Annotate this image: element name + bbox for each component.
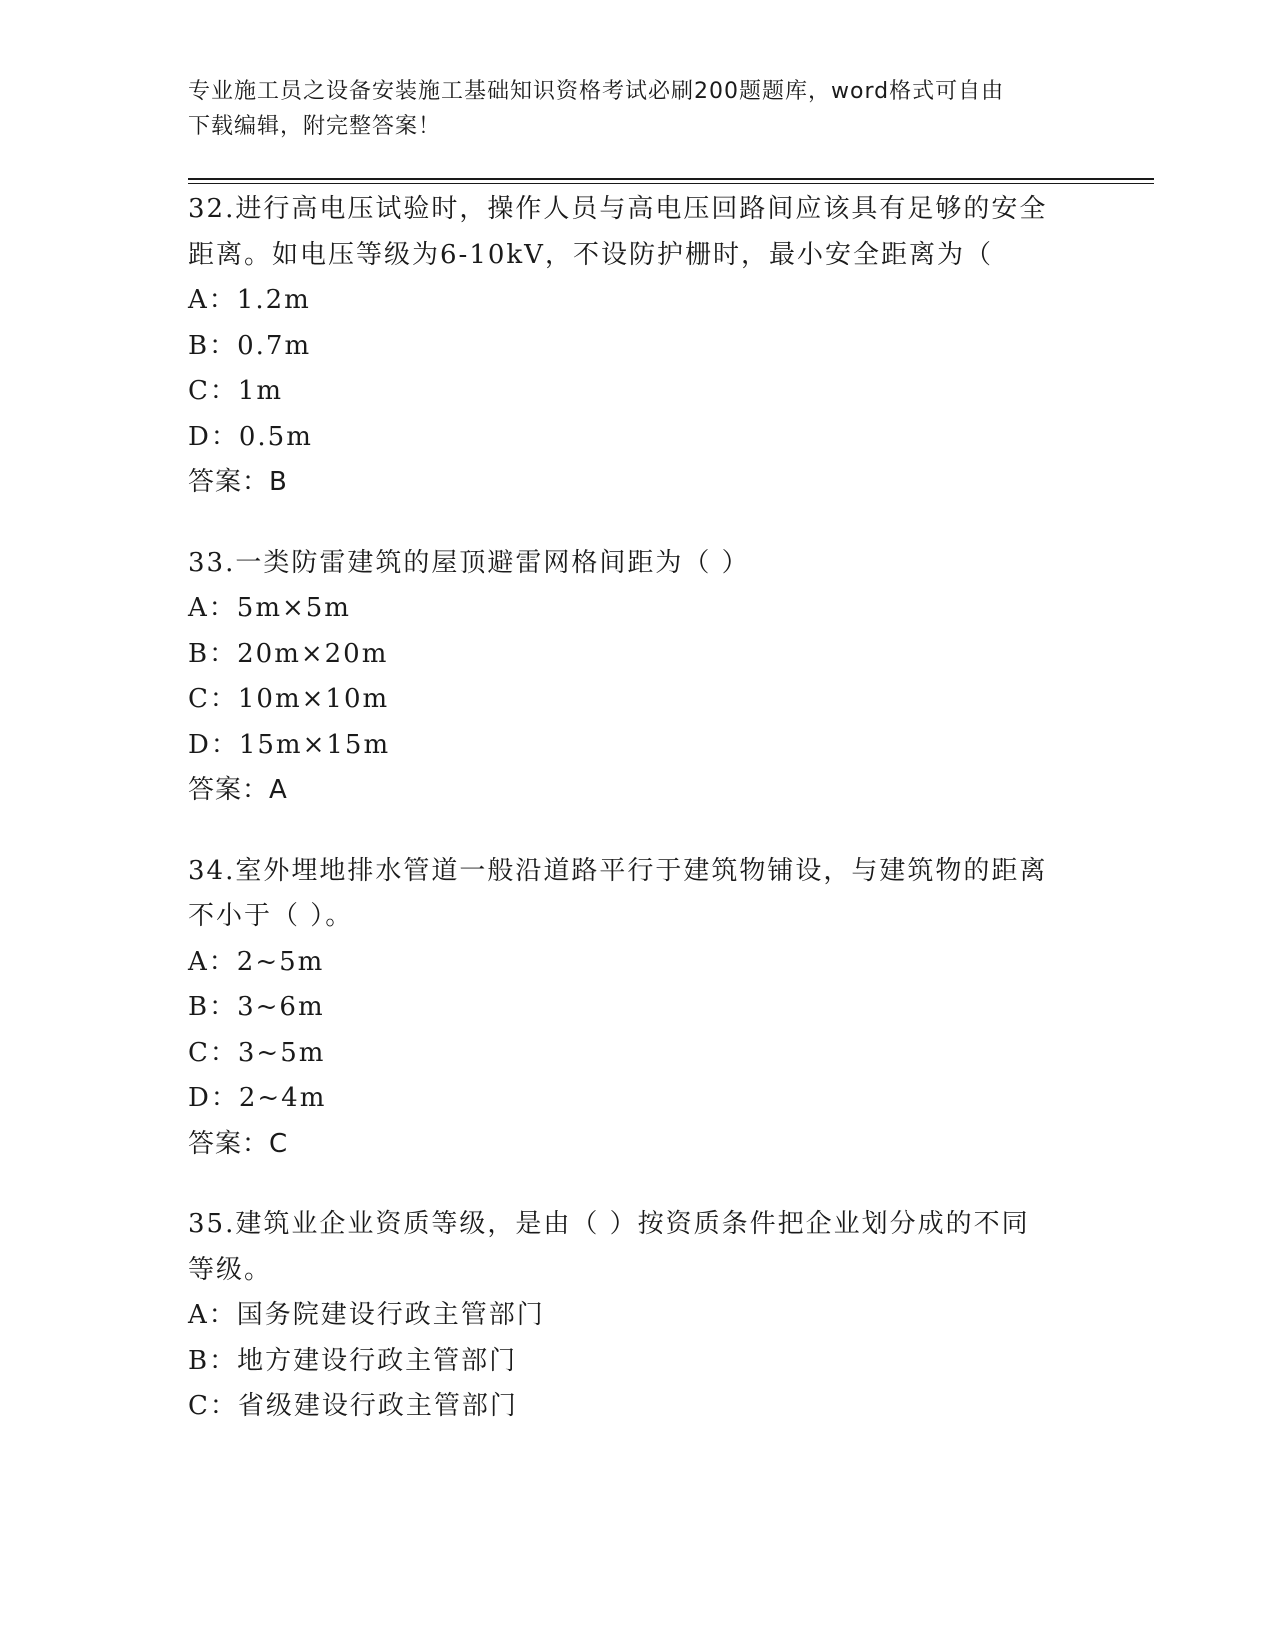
- question-stem-line: 34.室外埋地排水管道一般沿道路平行于建筑物铺设，与建筑物的距离: [188, 855, 1048, 886]
- option-c: C：1m: [188, 376, 284, 406]
- question-32: [188, 187, 1088, 506]
- document-header: [188, 74, 1088, 144]
- question-stem-line: 33.一类防雷建筑的屋顶避雷网格间距为（ ）: [188, 547, 750, 578]
- header-divider-thick: [188, 178, 1154, 180]
- question-34: [188, 849, 1088, 1168]
- answer-line: 答案：A: [188, 775, 288, 805]
- answer-line: 答案：C: [188, 1128, 289, 1159]
- option-a: A：2~5m: [188, 946, 325, 977]
- option-d: D：15m×15m: [188, 729, 391, 760]
- option-a: A：5m×5m: [188, 593, 351, 623]
- option-c: C：3~5m: [188, 1037, 326, 1068]
- question-list: [188, 187, 1088, 1465]
- question-stem-line: 35.建筑业企业资质等级，是由（ ）按资质条件把企业划分成的不同: [188, 1209, 1030, 1239]
- header-divider-thin: [188, 183, 1154, 184]
- header-line: 专业施工员之设备安装施工基础知识资格考试必刷200题题库，word格式可自由: [188, 79, 1005, 104]
- option-d: D：2~4m: [188, 1083, 327, 1113]
- option-a: A：国务院建设行政主管部门: [188, 1300, 545, 1330]
- question-stem-line: 等级。: [188, 1254, 273, 1285]
- option-b: B：0.7m: [188, 330, 312, 361]
- question-stem-line: 不小于（ ）。: [188, 901, 354, 931]
- option-a: A：1.2m: [188, 285, 311, 315]
- option-c: C：省级建设行政主管部门: [188, 1391, 518, 1421]
- option-b: B：20m×20m: [188, 638, 389, 669]
- option-d: D：0.5m: [188, 421, 313, 452]
- option-b: B：3~6m: [188, 992, 325, 1022]
- question-33: [188, 541, 1088, 814]
- answer-line: 答案：B: [188, 467, 288, 497]
- question-35: [188, 1202, 1088, 1430]
- question-stem-line: 32.进行高电压试验时，操作人员与高电压回路间应该具有足够的安全: [188, 194, 1048, 224]
- question-stem-line: 距离。如电压等级为6-10kV，不设防护栅时，最小安全距离为（: [188, 239, 993, 270]
- header-line: 下载编辑，附完整答案！: [188, 114, 442, 139]
- option-b: B：地方建设行政主管部门: [188, 1345, 518, 1376]
- option-c: C：10m×10m: [188, 684, 390, 714]
